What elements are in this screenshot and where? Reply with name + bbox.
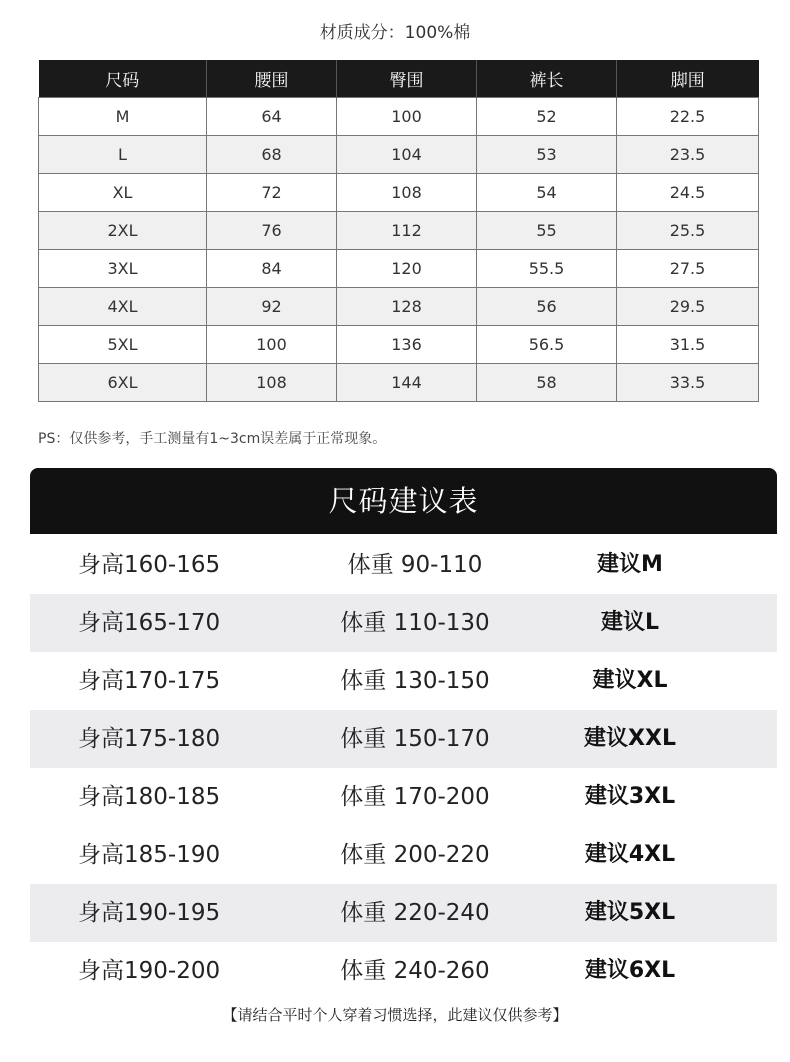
- height-range: 身高190-200: [78, 958, 221, 984]
- suggested-size: 建议3XL: [584, 784, 676, 809]
- suggested-size: 建议4XL: [584, 842, 676, 867]
- list-item: [30, 942, 777, 1000]
- cell-leg-opening: 31.5: [617, 326, 759, 364]
- list-item: [30, 710, 777, 768]
- height-range: 身高170-175: [78, 668, 221, 694]
- list-item: [30, 768, 777, 826]
- cell-length: 54: [477, 174, 617, 212]
- suggested-size: 建议6XL: [584, 958, 676, 983]
- cell-hip: 104: [337, 136, 477, 174]
- recommendation-list: [30, 536, 777, 1000]
- cell-length: 58: [477, 364, 617, 402]
- measurement-disclaimer: PS：仅供参考，手工测量有1~3cm误差属于正常现象。: [38, 431, 387, 447]
- height-range: 身高175-180: [78, 726, 221, 752]
- cell-length: 56.5: [477, 326, 617, 364]
- cell-waist: 68: [207, 136, 337, 174]
- weight-range: 体重 220-240: [340, 900, 490, 926]
- footer-note: 【请结合平时个人穿着习惯选择，此建议仅供参考】: [222, 1006, 568, 1024]
- height-range: 身高180-185: [78, 784, 221, 810]
- list-item: [30, 884, 777, 942]
- cell-size: 5XL: [39, 326, 207, 364]
- weight-range: 体重 170-200: [340, 784, 490, 810]
- cell-size: 6XL: [39, 364, 207, 402]
- height-range: 身高185-190: [78, 842, 221, 868]
- cell-leg-opening: 33.5: [617, 364, 759, 402]
- height-range: 身高160-165: [78, 552, 221, 578]
- cell-size: 2XL: [39, 212, 207, 250]
- table-row: [39, 288, 759, 326]
- cell-length: 55: [477, 212, 617, 250]
- material-composition: 材质成分：100%棉: [319, 23, 471, 43]
- cell-size: 4XL: [39, 288, 207, 326]
- cell-hip: 128: [337, 288, 477, 326]
- cell-waist: 76: [207, 212, 337, 250]
- header-leg-opening: 脚围: [617, 60, 759, 98]
- cell-waist: 84: [207, 250, 337, 288]
- cell-size: 3XL: [39, 250, 207, 288]
- cell-leg-opening: 29.5: [617, 288, 759, 326]
- table-row: [39, 364, 759, 402]
- cell-length: 52: [477, 98, 617, 136]
- list-item: [30, 594, 777, 652]
- cell-hip: 144: [337, 364, 477, 402]
- header-length: 裤长: [477, 60, 617, 98]
- cell-leg-opening: 23.5: [617, 136, 759, 174]
- header-waist: 腰围: [207, 60, 337, 98]
- cell-length: 53: [477, 136, 617, 174]
- cell-waist: 72: [207, 174, 337, 212]
- recommendation-title: 尺码建议表: [30, 468, 777, 534]
- suggested-size: 建议XL: [592, 668, 668, 693]
- list-item: [30, 826, 777, 884]
- weight-range: 体重 200-220: [340, 842, 490, 868]
- cell-hip: 100: [337, 98, 477, 136]
- size-chart-table: [38, 60, 759, 402]
- cell-hip: 108: [337, 174, 477, 212]
- cell-waist: 64: [207, 98, 337, 136]
- cell-leg-opening: 22.5: [617, 98, 759, 136]
- header-hip: 臀围: [337, 60, 477, 98]
- cell-waist: 100: [207, 326, 337, 364]
- cell-length: 55.5: [477, 250, 617, 288]
- size-chart-header-row: [39, 60, 759, 98]
- cell-leg-opening: 25.5: [617, 212, 759, 250]
- cell-size: XL: [39, 174, 207, 212]
- table-row: [39, 136, 759, 174]
- height-range: 身高190-195: [78, 900, 221, 926]
- weight-range: 体重 240-260: [340, 958, 490, 984]
- table-row: [39, 326, 759, 364]
- weight-range: 体重 110-130: [340, 610, 490, 636]
- height-range: 身高165-170: [78, 610, 221, 636]
- suggested-size: 建议5XL: [584, 900, 676, 925]
- table-row: [39, 98, 759, 136]
- table-row: [39, 212, 759, 250]
- suggested-size: 建议M: [597, 552, 663, 577]
- suggested-size: 建议XXL: [584, 726, 676, 751]
- cell-hip: 136: [337, 326, 477, 364]
- list-item: [30, 536, 777, 594]
- cell-waist: 108: [207, 364, 337, 402]
- table-row: [39, 250, 759, 288]
- cell-size: M: [39, 98, 207, 136]
- suggested-size: 建议L: [600, 610, 660, 635]
- weight-range: 体重 150-170: [340, 726, 490, 752]
- cell-leg-opening: 24.5: [617, 174, 759, 212]
- cell-leg-opening: 27.5: [617, 250, 759, 288]
- list-item: [30, 652, 777, 710]
- cell-size: L: [39, 136, 207, 174]
- cell-hip: 112: [337, 212, 477, 250]
- cell-length: 56: [477, 288, 617, 326]
- table-row: [39, 174, 759, 212]
- cell-hip: 120: [337, 250, 477, 288]
- header-size: 尺码: [39, 60, 207, 98]
- weight-range: 体重 90-110: [347, 552, 483, 578]
- weight-range: 体重 130-150: [340, 668, 490, 694]
- cell-waist: 92: [207, 288, 337, 326]
